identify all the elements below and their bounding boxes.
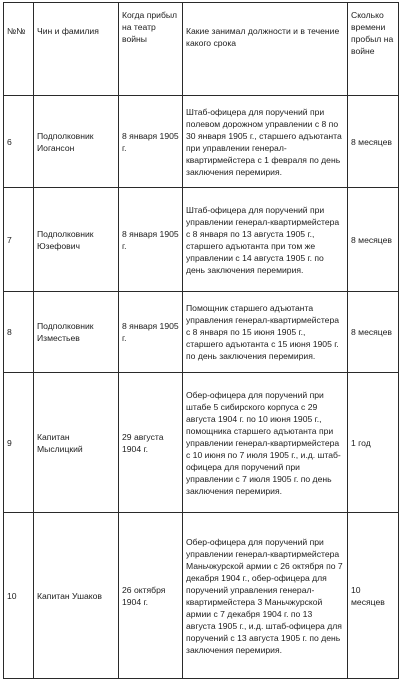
header-duties: Какие занимал должности и в течение какого срока: [183, 3, 348, 96]
row-duration: 8 месяцев: [348, 188, 399, 292]
header-name: Чин и фамилия: [34, 3, 119, 96]
header-row: [4, 3, 399, 96]
row-duration: 8 месяцев: [348, 96, 399, 188]
row-num: 6: [4, 96, 34, 188]
row-arrived: 8 января 1905 г.: [119, 292, 183, 373]
row-name: Капитан Мыслицкий: [34, 373, 119, 513]
row-duration: 1 год: [348, 373, 399, 513]
table-row: [4, 188, 399, 292]
officers-table: [3, 2, 399, 679]
row-duties: Штаб-офицера для поручений при управлении генерал-квартирмейстера с 8 января по 13 августа 1905 г., старшего адъютанта при том же управлении с 14 августа 1905 г. по день заключения перемирия.: [183, 188, 348, 292]
row-num: 9: [4, 373, 34, 513]
row-duties: Штаб-офицера для поручений при полевом дорожном управлении с 8 по 30 января 1905 г., старшего адъютанта при управлении генерал-квартирмейстера с 1 февраля по день заключения перемирия.: [183, 96, 348, 188]
row-duties: Обер-офицера для поручений при управлении генерал-квартирмейстера Маньчжурской армии с 26 октября по 7 декабря 1904 г., обер-офицера для поручений управления генерал-квартирмейстера 3 Маньчжурской армии с 7 декабря 1904 г. по 13 августа 1905 г., и.д. штаб-офицера для поручений с 13 августа 1905 г. по день заключения перемирия.: [183, 513, 348, 679]
header-duration: Сколько времени пробыл на войне: [348, 3, 399, 96]
table-row: [4, 373, 399, 513]
table-row: [4, 292, 399, 373]
row-name: Подполковник Иогансон: [34, 96, 119, 188]
table-row: [4, 96, 399, 188]
row-arrived: 8 января 1905 г.: [119, 188, 183, 292]
row-arrived: 8 января 1905 г.: [119, 96, 183, 188]
row-name: Капитан Ушаков: [34, 513, 119, 679]
row-num: 7: [4, 188, 34, 292]
row-duration: 8 месяцев: [348, 292, 399, 373]
row-arrived: 29 августа 1904 г.: [119, 373, 183, 513]
header-arrived: Когда прибыл на театр войны: [119, 3, 183, 96]
header-num: №№: [4, 3, 34, 96]
table-row: [4, 513, 399, 679]
row-duties: Помощник старшего адъютанта управления генерал-квартирмейстера с 8 января по 15 июня 1905 г., старшего адъютанта с 15 июня 1905 г. по день заключения перемирия.: [183, 292, 348, 373]
row-name: Подполковник Изместьев: [34, 292, 119, 373]
row-num: 10: [4, 513, 34, 679]
row-arrived: 26 октября 1904 г.: [119, 513, 183, 679]
row-name: Подполковник Юзефович: [34, 188, 119, 292]
row-num: 8: [4, 292, 34, 373]
row-duration: 10 месяцев: [348, 513, 399, 679]
row-duties: Обер-офицера для поручений при штабе 5 сибирского корпуса с 29 августа 1904 г. по 10 июня 1905 г., помощника старшего адъютанта при управлении генерал-квартирмейстера с 10 июня по 7 июля 1905 г., и.д. штаб-офицера для поручений при управлении с 7 июля 1905 г. по день заключения перемирия.: [183, 373, 348, 513]
